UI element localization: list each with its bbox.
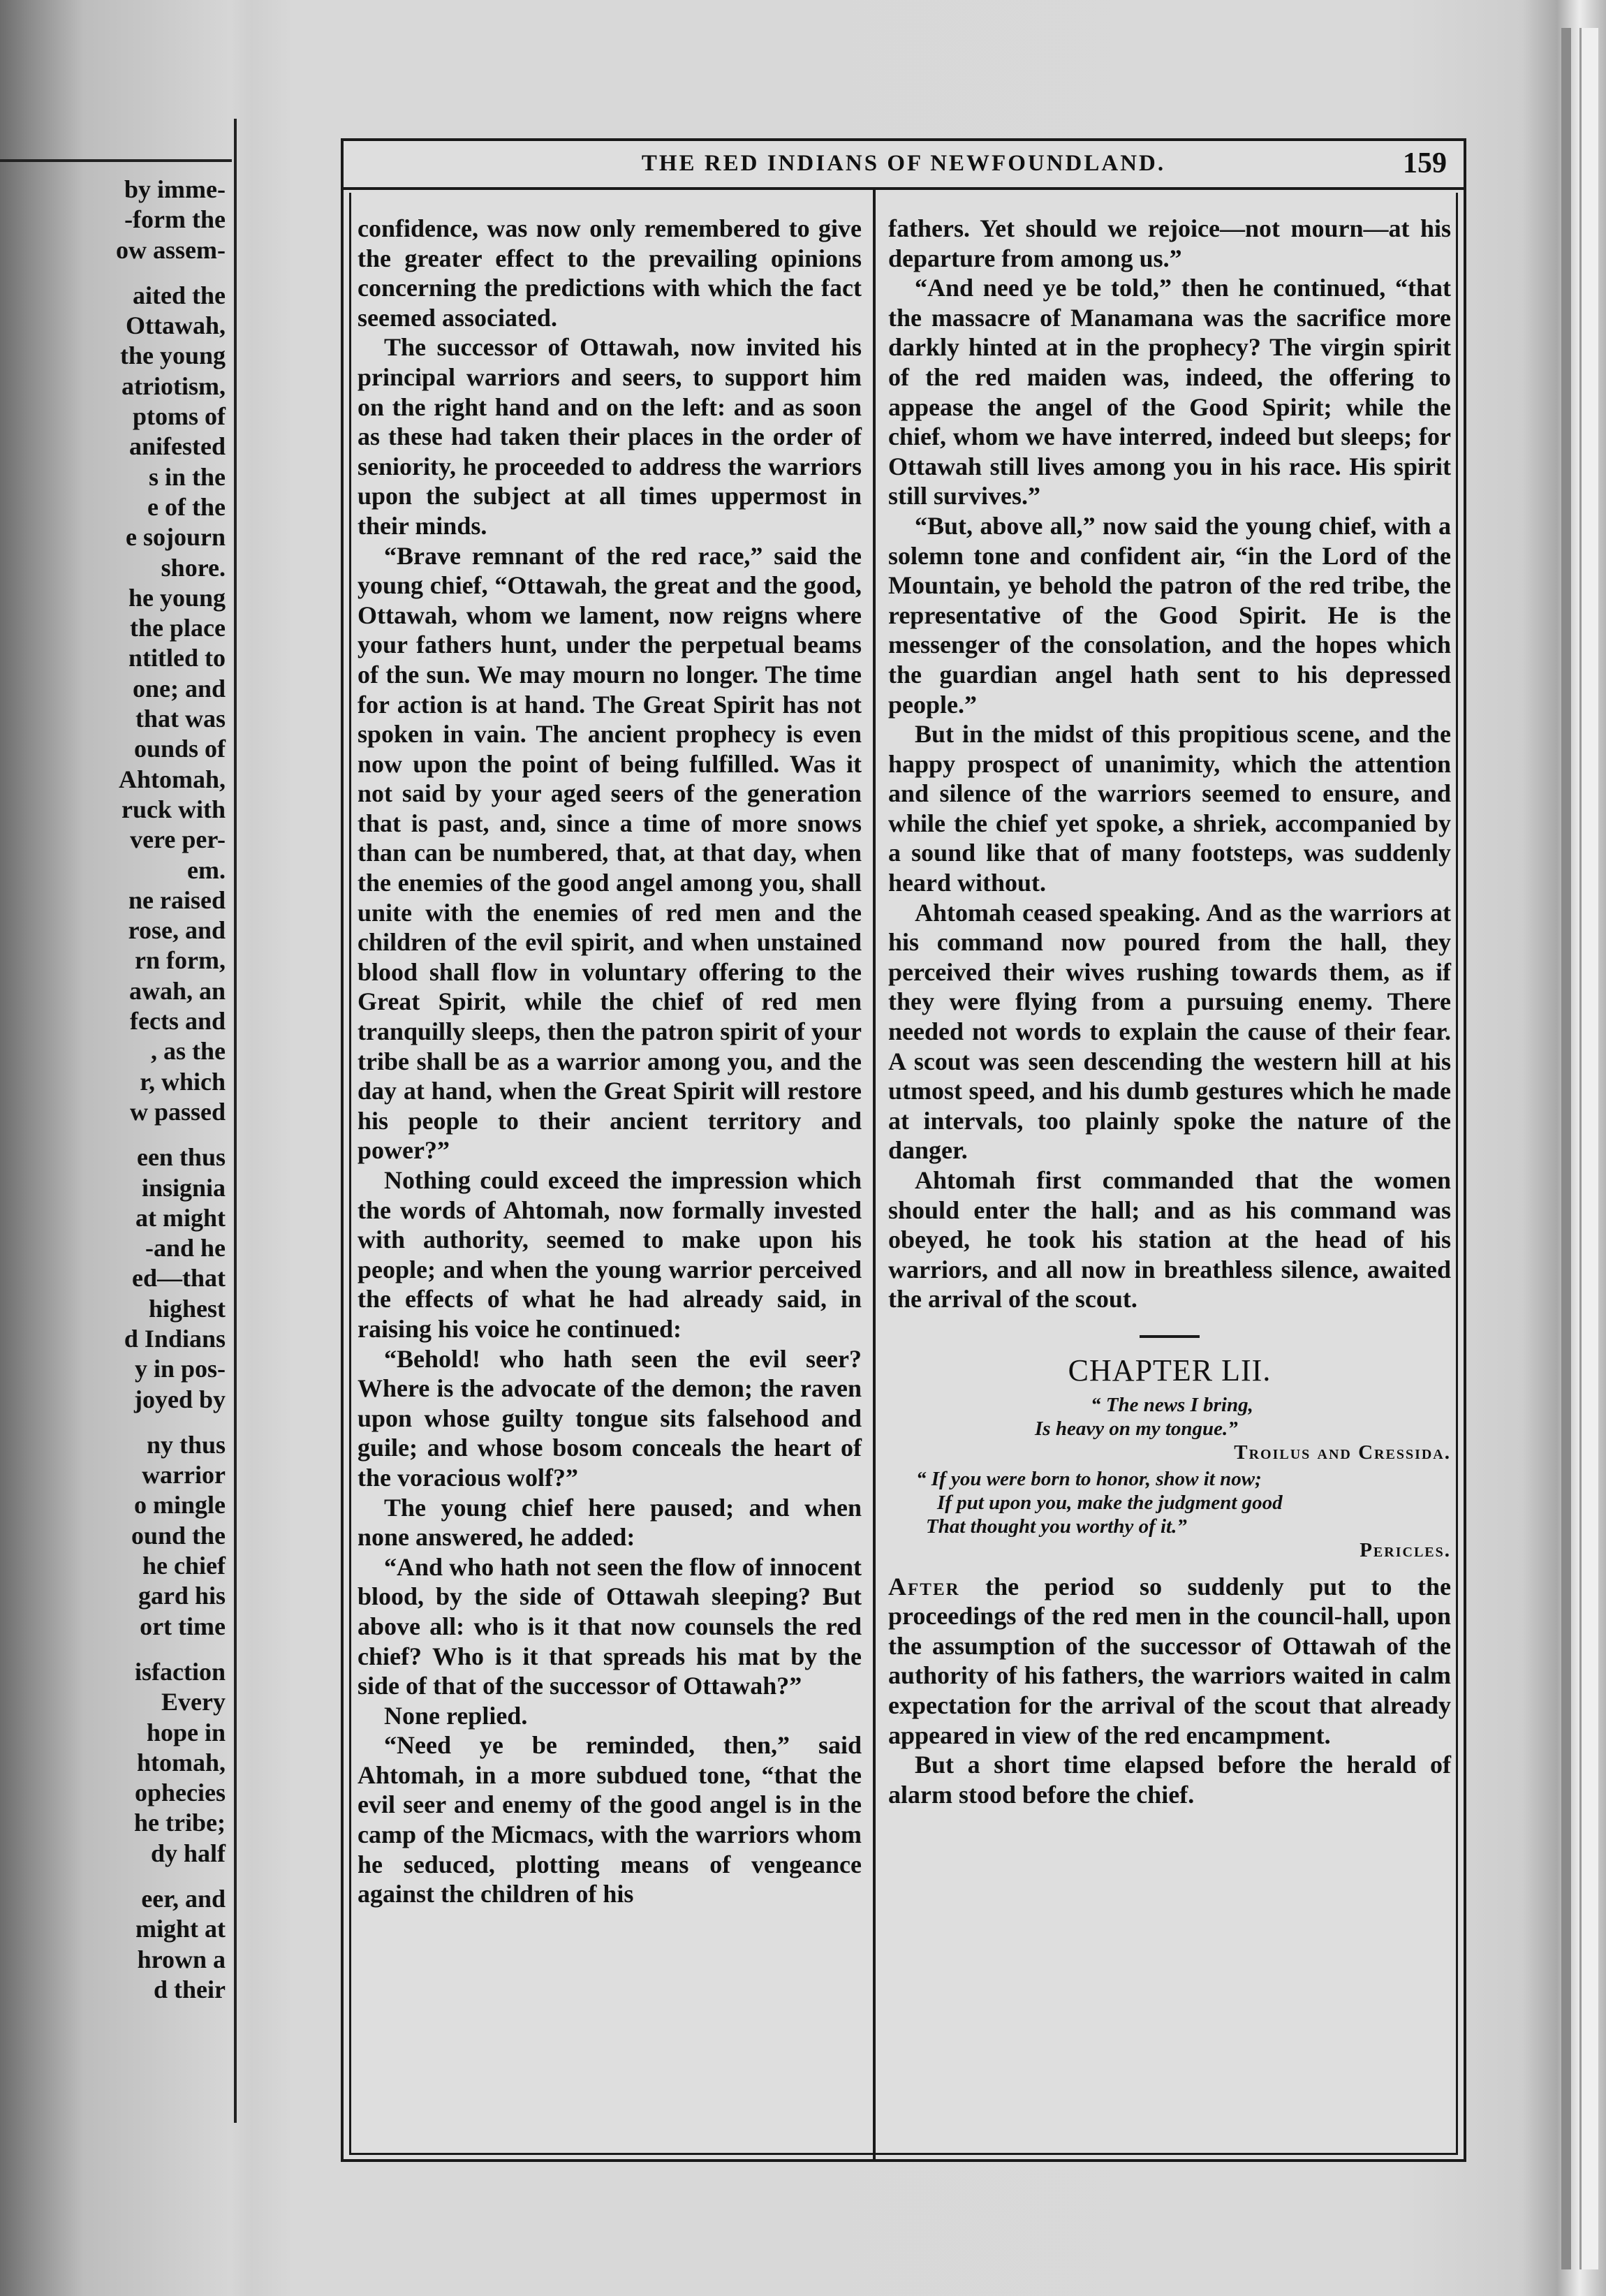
- fragment-line: [0, 1415, 226, 1430]
- fragment-line: gard his: [138, 1582, 226, 1610]
- epigraph-line: If put upon you, make the judgment good: [937, 1491, 1283, 1514]
- previous-page-fragment: [0, 119, 237, 2123]
- chapter-opening-paragraph: [888, 1572, 1451, 1751]
- fragment-line: fects and: [130, 1007, 226, 1036]
- chapter-title: CHAPTER LII.: [1068, 1353, 1272, 1388]
- fragment-line: highest: [148, 1294, 226, 1323]
- paragraph: Ahtomah first commanded that the women should enter the hall; and as his command was obeyed, he took his station at the head of his warriors, and all now in breathless silence, awaited the arrival of the scout.: [888, 1166, 1451, 1313]
- epigraph: [888, 1467, 1451, 1562]
- fragment-line: the place: [130, 614, 226, 642]
- fragment-line: ed—that: [132, 1264, 226, 1293]
- fragment-line: anifested: [129, 432, 226, 461]
- fragment-line: aited the: [133, 281, 226, 309]
- fragment-line: dy half: [150, 1839, 226, 1867]
- fragment-line: s in the: [148, 462, 226, 491]
- fragment-line: Every: [161, 1688, 226, 1716]
- fragment-line: insignia: [141, 1173, 226, 1202]
- epigraph-attribution: Troilus and Cressida.: [1234, 1441, 1451, 1464]
- section-divider: [1140, 1335, 1200, 1338]
- paragraph: confidence, was now only remembered to give the greater effect to the prevailing opinions concerning the predictions with which the fact seemed associated.: [358, 214, 862, 332]
- fragment-line: atriotism,: [121, 371, 226, 400]
- fragment-line: awah, an: [128, 976, 226, 1005]
- fragment-line: rn form,: [135, 946, 226, 975]
- fragment-line: ow assem-: [116, 235, 226, 264]
- left-text-column: [358, 214, 862, 1909]
- fragment-line: Ottawah,: [126, 311, 226, 340]
- column-divider: [873, 190, 876, 2159]
- fragment-line: d Indians: [124, 1324, 226, 1353]
- fragment-line: he young: [128, 583, 226, 612]
- paragraph: “Behold! who hath seen the evil seer? Where is the advocate of the demon; the raven upon whose guilty tongue sits falsehood and guile; and whose bosom conceals the heart of the voracious wolf?”: [358, 1344, 862, 1492]
- fragment-line: that was: [135, 705, 226, 733]
- fragment-line: the young: [119, 341, 226, 370]
- paragraph-text: the period so suddenly put to the proceedings of the red men in the council-hall, upon the assumption of the successor of Ottawah of the authority of his fathers, the warriors waited in calm expectation for the arrival of the scout that already appeared in view of the red encampment.: [888, 1572, 1451, 1749]
- fragment-line: isfaction: [135, 1657, 226, 1686]
- fragment-line: ptoms of: [133, 402, 226, 431]
- fragment-line: w passed: [129, 1097, 226, 1126]
- fragment-line: , as the: [151, 1037, 226, 1066]
- epigraph-line: “ If you were born to honor, show it now;: [916, 1467, 1262, 1490]
- fragment-line: em.: [187, 855, 226, 884]
- paragraph: Ahtomah ceased speaking. And as the warriors at his command now poured from the hall, they perceived their wives rushing towards them, as if they were flying from a pursuing enemy. There needed not words to explain the cause of their fear. A scout was seen descending the western hill at his utmost speed, and his dumb gestures which he made at intervals, too plainly spoke the nature of the danger.: [888, 898, 1451, 1165]
- paragraph: “But, above all,” now said the young chief, with a solemn tone and confident air, “in the Lord of the Mountain, ye behold the patron of the red tribe, the representative of the Good Spirit. He is the messenger of the consolation, and the hopes which the guardian angel hath sent to his depressed people.”: [888, 511, 1451, 719]
- fragment-line: [0, 1642, 226, 1657]
- fragment-line: -and he: [145, 1234, 226, 1263]
- page-number: 159: [1403, 147, 1447, 179]
- fragment-line: ophecies: [135, 1779, 226, 1807]
- fragment-line: -form the: [124, 205, 226, 234]
- epigraph-line: Is heavy on my tongue.”: [1035, 1417, 1238, 1440]
- page-header: [344, 141, 1464, 190]
- epigraph-line: “ The news I bring,: [1091, 1393, 1253, 1416]
- paragraph: “And need ye be told,” then he continued, “that the massacre of Manamana was the sacrifice more darkly hinted at in the prophecy? The virgin spirit of the red maiden was, indeed, the offering to appease the angel of the Good Spirit; while the chief, whom we have interred, indeed but sleeps; for Ottawah still lives among you in his race. His spirit still survives.”: [888, 274, 1451, 510]
- left-column-fragment: [0, 175, 226, 2005]
- fragment-line: rose, and: [128, 916, 226, 945]
- epigraph-line: That thought you worthy of it.”: [926, 1515, 1187, 1538]
- fragment-line: [0, 1127, 226, 1142]
- fragment-line: hope in: [146, 1718, 226, 1746]
- fragment-line: r, which: [140, 1067, 226, 1096]
- fragment-line: shore.: [161, 553, 226, 582]
- fragment-line: o mingle: [134, 1491, 226, 1519]
- paragraph: “Brave remnant of the red race,” said the young chief, “Ottawah, the great and the good, Ottawah, whom we lament, now reigns where your fathers hunt, under the perpetual beams of the sun. We may mourn no longer. The time for action is at hand. The Great Spirit has not spoken in vain. The ancient prophecy is even now upon the point of being fulfilled. Was it not said by your aged seers of the generation that is past, and, since a time of more snows than can be numbered, that, at that day, when the enemies of the good angel among you, shall unite with the enemies of red men and the children of the evil spirit, and when unstained blood shall flow in voluntary offering to the Great Spirit, while the chief of red men tranquilly sleeps, then the patron spirit of your tribe shall be as a warrior among you, and the day at hand, when the Great Spirit will restore his people to their ancient territory and power?”: [358, 541, 862, 1165]
- fragment-line: ntitled to: [128, 644, 226, 672]
- paragraph: The successor of Ottawah, now invited his principal warriors and seers, to support him on the right hand and on the left: and as soon as these had taken their places in the order of seniority, he proceeded to address the warriors upon the subject at all times uppermost in their minds.: [358, 333, 862, 540]
- fragment-line: y in pos-: [134, 1355, 226, 1383]
- paragraph: But in the midst of this propitious scene, and the happy prospect of unanimity, which the attention and silence of the warriors seemed to ensure, and while the chief yet spoke, a shriek, accompanied by a sound like that of many footsteps, was suddenly heard without.: [888, 720, 1451, 897]
- fragment-line: joyed by: [133, 1385, 226, 1413]
- header-rule: [0, 159, 232, 162]
- fragment-line: ound the: [131, 1521, 226, 1550]
- right-text-column: [888, 214, 1451, 1809]
- paragraph: “Need ye be reminded, then,” said Ahtomah, in a more subdued tone, “that the evil seer and enemy of the good angel is in the camp of the Micmacs, with the warriors whom he seduced, plotting means of vengeance against the children of his: [358, 1731, 862, 1908]
- fragment-line: htomah,: [136, 1748, 226, 1776]
- fragment-line: ort time: [140, 1612, 226, 1640]
- fragment-line: ne raised: [128, 885, 226, 914]
- fragment-line: one; and: [132, 674, 226, 702]
- opening-word: After: [888, 1572, 960, 1600]
- fragment-line: ny thus: [146, 1430, 226, 1459]
- fragment-line: might at: [135, 1915, 226, 1943]
- fragment-line: at might: [135, 1203, 226, 1232]
- paragraph: But a short time elapsed before the herald of alarm stood before the chief.: [888, 1751, 1451, 1809]
- fragment-line: d their: [154, 1975, 226, 2003]
- fragment-line: ounds of: [133, 735, 226, 763]
- page-edge: [1561, 28, 1571, 2269]
- fragment-line: e of the: [147, 492, 226, 521]
- fragment-line: eer, and: [141, 1885, 226, 1913]
- epigraph-attribution: Pericles.: [1360, 1538, 1451, 1561]
- page-159: [341, 138, 1466, 2162]
- fragment-line: hrown a: [137, 1945, 226, 1973]
- fragment-line: he tribe;: [134, 1809, 226, 1837]
- fragment-line: by imme-: [124, 175, 226, 203]
- paragraph: Nothing could exceed the impression which the words of Ahtomah, now formally invested with authority, seemed to make upon his people; and when the young warrior perceived the effects of what he had already said, in raising his voice he continued:: [358, 1166, 862, 1343]
- fragment-line: een thus: [136, 1143, 226, 1172]
- fragment-line: [0, 1869, 226, 1884]
- fragment-line: [0, 265, 226, 281]
- fragment-line: warrior: [142, 1461, 226, 1489]
- paragraph: None replied.: [384, 1701, 528, 1730]
- page-edge: [1579, 28, 1598, 2269]
- paragraph: fathers. Yet should we rejoice—not mourn—at his departure from among us.”: [888, 214, 1451, 272]
- fragment-line: vere per-: [130, 825, 226, 854]
- running-head: THE RED INDIANS OF NEWFOUNDLAND.: [641, 151, 1166, 176]
- fragment-line: e sojourn: [126, 523, 226, 552]
- fragment-line: ruck with: [121, 795, 226, 823]
- fragment-line: he chief: [142, 1552, 226, 1580]
- paragraph: “And who hath not seen the flow of innocent blood, by the side of Ottawah sleeping? But above all: who is it that now counsels the red chief? Who is it that spreads his mat by the side of that of the successor of Ottawah?”: [358, 1552, 862, 1700]
- paragraph: The young chief here paused; and when none answered, he added:: [358, 1493, 862, 1552]
- epigraph: [888, 1393, 1451, 1464]
- fragment-line: Ahtomah,: [118, 765, 226, 793]
